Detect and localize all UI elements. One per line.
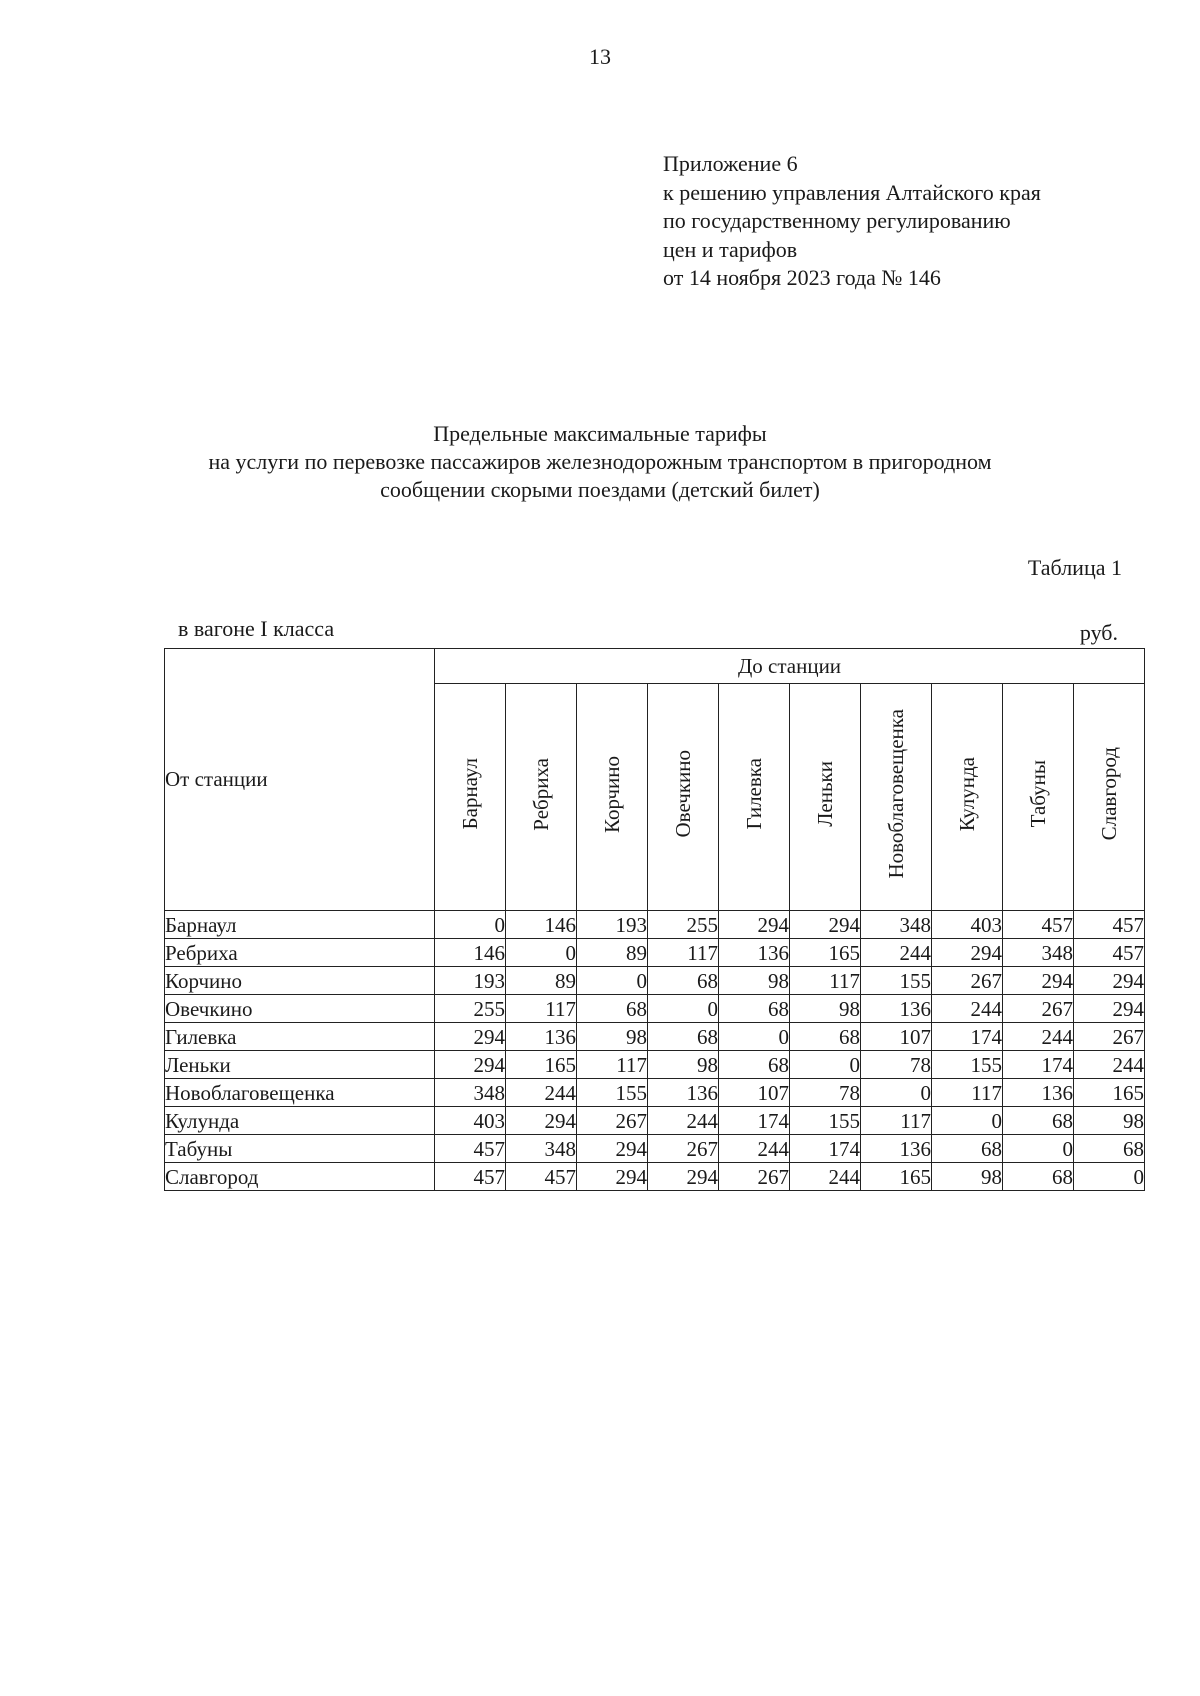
tariff-cell: 68 xyxy=(719,1051,790,1079)
column-header xyxy=(790,684,861,911)
tariff-cell: 136 xyxy=(1003,1079,1074,1107)
tariff-cell: 244 xyxy=(1074,1051,1145,1079)
tariff-cell: 294 xyxy=(790,911,861,939)
tariff-cell: 244 xyxy=(861,939,932,967)
tariff-cell: 165 xyxy=(790,939,861,967)
column-header xyxy=(1074,684,1145,911)
tariff-cell: 457 xyxy=(506,1163,577,1191)
tariff-cell: 244 xyxy=(648,1107,719,1135)
title-line: Предельные максимальные тарифы xyxy=(433,421,767,446)
tariff-cell: 244 xyxy=(932,995,1003,1023)
table-label: Таблица 1 xyxy=(1027,555,1122,580)
tariff-cell: 244 xyxy=(790,1163,861,1191)
column-header xyxy=(435,684,506,911)
header-row xyxy=(165,649,1145,684)
tariff-cell: 155 xyxy=(932,1051,1003,1079)
unit-label: руб. xyxy=(1079,620,1118,645)
tariff-cell: 403 xyxy=(435,1107,506,1135)
tariff-cell: 107 xyxy=(719,1079,790,1107)
table-row xyxy=(165,1107,1145,1135)
to-station-header: До станции xyxy=(435,649,1145,684)
row-station-label: Корчино xyxy=(165,967,435,995)
tariff-cell: 136 xyxy=(719,939,790,967)
tariff-cell: 244 xyxy=(506,1079,577,1107)
tariff-cell: 0 xyxy=(435,911,506,939)
appendix-line: к решению управления Алтайского края xyxy=(663,179,1041,205)
tariff-cell: 107 xyxy=(861,1023,932,1051)
tariff-cell: 89 xyxy=(506,967,577,995)
title-line: на услуги по перевозке пассажиров железнодорожным транспортом в пригородном xyxy=(208,449,992,474)
appendix-header xyxy=(663,150,1041,293)
tariff-cell: 193 xyxy=(435,967,506,995)
tariff-cell: 457 xyxy=(435,1135,506,1163)
tariff-cell: 267 xyxy=(577,1107,648,1135)
tariff-cell: 117 xyxy=(861,1107,932,1135)
tariff-cell: 136 xyxy=(861,995,932,1023)
row-station-label: Славгород xyxy=(165,1163,435,1191)
row-station-label: Барнаул xyxy=(165,911,435,939)
tariff-cell: 0 xyxy=(861,1079,932,1107)
tariff-cell: 174 xyxy=(932,1023,1003,1051)
column-header-label: Новоблаговещенка xyxy=(883,709,908,879)
tariff-cell: 98 xyxy=(648,1051,719,1079)
tariff-cell: 267 xyxy=(648,1135,719,1163)
tariff-cell: 68 xyxy=(577,995,648,1023)
tariff-cell: 267 xyxy=(719,1163,790,1191)
table-body xyxy=(165,911,1145,1191)
tariff-cell: 267 xyxy=(1074,1023,1145,1051)
column-header-label: Гилевка xyxy=(741,758,766,830)
table-row xyxy=(165,995,1145,1023)
tariff-cell: 0 xyxy=(790,1051,861,1079)
column-header xyxy=(861,684,932,911)
tariff-cell: 136 xyxy=(861,1135,932,1163)
title-line: сообщении скорыми поездами (детский билет) xyxy=(380,477,820,502)
column-header xyxy=(719,684,790,911)
tariff-cell: 174 xyxy=(719,1107,790,1135)
tariff-cell: 98 xyxy=(790,995,861,1023)
tariff-cell: 294 xyxy=(506,1107,577,1135)
column-header-label: Корчино xyxy=(599,755,624,833)
tariff-cell: 68 xyxy=(648,967,719,995)
tariff-cell: 294 xyxy=(435,1023,506,1051)
tariff-cell: 68 xyxy=(1074,1135,1145,1163)
row-station-label: Новоблаговещенка xyxy=(165,1079,435,1107)
tariff-cell: 348 xyxy=(861,911,932,939)
tariff-table xyxy=(164,648,1145,1191)
document-title xyxy=(0,420,1200,504)
table-row xyxy=(165,1135,1145,1163)
tariff-cell: 457 xyxy=(1003,911,1074,939)
table-row xyxy=(165,1163,1145,1191)
tariff-cell: 98 xyxy=(932,1163,1003,1191)
tariff-cell: 68 xyxy=(790,1023,861,1051)
tariff-cell: 165 xyxy=(1074,1079,1145,1107)
column-header xyxy=(577,684,648,911)
tariff-cell: 89 xyxy=(577,939,648,967)
tariff-cell: 155 xyxy=(790,1107,861,1135)
tariff-cell: 68 xyxy=(932,1135,1003,1163)
column-header xyxy=(506,684,577,911)
from-station-header: От станции xyxy=(165,649,435,911)
tariff-cell: 98 xyxy=(1074,1107,1145,1135)
tariff-cell: 255 xyxy=(648,911,719,939)
table-row xyxy=(165,1051,1145,1079)
table-row xyxy=(165,967,1145,995)
tariff-cell: 294 xyxy=(1074,995,1145,1023)
table-row xyxy=(165,911,1145,939)
tariff-cell: 68 xyxy=(1003,1163,1074,1191)
tariff-cell: 255 xyxy=(435,995,506,1023)
tariff-cell: 294 xyxy=(1074,967,1145,995)
tariff-cell: 294 xyxy=(577,1135,648,1163)
tariff-cell: 348 xyxy=(506,1135,577,1163)
tariff-cell: 117 xyxy=(648,939,719,967)
column-header-label: Леньки xyxy=(812,761,837,827)
column-header-label: Табуны xyxy=(1025,760,1050,828)
tariff-cell: 403 xyxy=(932,911,1003,939)
tariff-cell: 165 xyxy=(506,1051,577,1079)
tariff-cell: 348 xyxy=(1003,939,1074,967)
table-row xyxy=(165,939,1145,967)
tariff-cell: 98 xyxy=(719,967,790,995)
tariff-cell: 146 xyxy=(435,939,506,967)
appendix-line: по государственному регулированию xyxy=(663,208,1011,233)
row-station-label: Гилевка xyxy=(165,1023,435,1051)
column-header xyxy=(932,684,1003,911)
tariff-cell: 267 xyxy=(1003,995,1074,1023)
tariff-cell: 0 xyxy=(577,967,648,995)
tariff-cell: 0 xyxy=(932,1107,1003,1135)
tariff-cell: 294 xyxy=(719,911,790,939)
tariff-cell: 457 xyxy=(1074,939,1145,967)
appendix-line: Приложение 6 xyxy=(663,151,798,176)
tariff-cell: 0 xyxy=(1003,1135,1074,1163)
tariff-cell: 136 xyxy=(506,1023,577,1051)
tariff-cell: 0 xyxy=(648,995,719,1023)
tariff-cell: 117 xyxy=(932,1079,1003,1107)
column-header-label: Ребриха xyxy=(528,757,553,831)
tariff-cell: 155 xyxy=(861,967,932,995)
page-number: 13 xyxy=(589,44,611,69)
tariff-cell: 244 xyxy=(1003,1023,1074,1051)
column-header-label: Кулунда xyxy=(954,756,979,832)
tariff-cell: 68 xyxy=(1003,1107,1074,1135)
tariff-cell: 348 xyxy=(435,1079,506,1107)
tariff-cell: 155 xyxy=(577,1079,648,1107)
row-station-label: Табуны xyxy=(165,1135,435,1163)
column-header-label: Славгород xyxy=(1096,747,1121,841)
tariff-cell: 78 xyxy=(790,1079,861,1107)
tariff-cell: 0 xyxy=(719,1023,790,1051)
tariff-cell: 68 xyxy=(648,1023,719,1051)
tariff-cell: 294 xyxy=(577,1163,648,1191)
tariff-cell: 457 xyxy=(1074,911,1145,939)
tariff-cell: 244 xyxy=(719,1135,790,1163)
tariff-cell: 0 xyxy=(506,939,577,967)
column-header xyxy=(648,684,719,911)
column-header-label: Овечкино xyxy=(670,750,695,838)
column-header-label: Барнаул xyxy=(457,758,482,830)
tariff-cell: 174 xyxy=(1003,1051,1074,1079)
tariff-cell: 294 xyxy=(435,1051,506,1079)
tariff-cell: 267 xyxy=(932,967,1003,995)
tariff-cell: 136 xyxy=(648,1079,719,1107)
tariff-cell: 68 xyxy=(719,995,790,1023)
column-header xyxy=(1003,684,1074,911)
row-station-label: Ребриха xyxy=(165,939,435,967)
row-station-label: Леньки xyxy=(165,1051,435,1079)
tariff-cell: 117 xyxy=(577,1051,648,1079)
tariff-cell: 294 xyxy=(932,939,1003,967)
tariff-cell: 193 xyxy=(577,911,648,939)
tariff-cell: 457 xyxy=(435,1163,506,1191)
tariff-cell: 294 xyxy=(1003,967,1074,995)
row-station-label: Овечкино xyxy=(165,995,435,1023)
tariff-cell: 174 xyxy=(790,1135,861,1163)
table-row xyxy=(165,1023,1145,1051)
row-station-label: Кулунда xyxy=(165,1107,435,1135)
tariff-cell: 294 xyxy=(648,1163,719,1191)
tariff-cell: 98 xyxy=(577,1023,648,1051)
tariff-cell: 0 xyxy=(1074,1163,1145,1191)
table-row xyxy=(165,1079,1145,1107)
appendix-line: от 14 ноября 2023 года № 146 xyxy=(663,265,941,290)
tariff-cell: 117 xyxy=(790,967,861,995)
tariff-cell: 78 xyxy=(861,1051,932,1079)
class-label: в вагоне I класса xyxy=(178,616,335,641)
appendix-line: цен и тарифов xyxy=(663,236,798,262)
tariff-cell: 117 xyxy=(506,995,577,1023)
tariff-cell: 165 xyxy=(861,1163,932,1191)
tariff-cell: 146 xyxy=(506,911,577,939)
